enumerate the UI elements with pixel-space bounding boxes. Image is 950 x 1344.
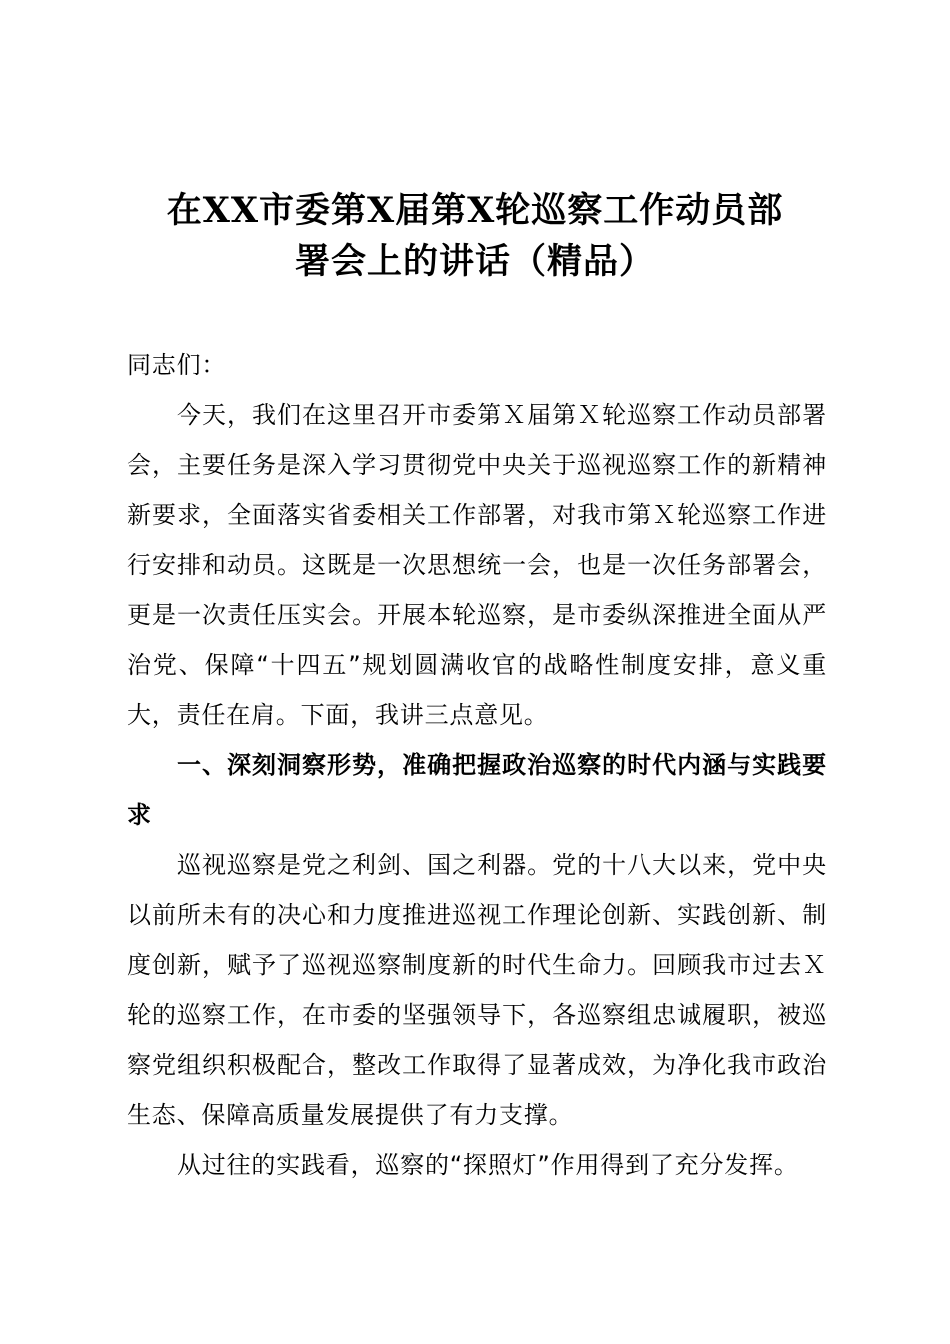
salutation: 同志们： xyxy=(127,351,227,379)
document-title xyxy=(120,185,830,287)
title-line-1: 在XX市委第X届第X轮巡察工作动员部 xyxy=(166,190,784,231)
title-line-2: 署会上的讲话（精品） xyxy=(294,241,655,282)
document-body xyxy=(127,340,827,1190)
paragraph-intro: 今天，我们在这里召开市委第Ｘ届第Ｘ轮巡察工作动员部署会，主要任务是深入学习贯彻党中央关于巡视巡察工作的新精神新要求，全面落实省委相关工作部署，对我市第Ｘ轮巡察工作进行安排和动员。这既是一次思想统一会，也是一次任务部署会，更是一次责任压实会。开展本轮巡察，是市委纵深推进全面从严治党、保障“十四五”规划圆满收官的战略性制度安排，意义重大，责任在肩。下面，我讲三点意见。 xyxy=(127,401,827,729)
paragraph-section-1: 巡视巡察是党之利剑、国之利器。党的十八大以来，党中央以前所未有的决心和力度推进巡视工作理论创新、实践创新、制度创新，赋予了巡视巡察制度新的时代生命力。回顾我市过去Ｘ轮的巡察工作，在市委的坚强领导下，各巡察组忠诚履职，被巡察党组织积极配合，整改工作取得了显著成效，为净化我市政治生态、保障高质量发展提供了有力支撑。 xyxy=(127,851,827,1129)
paragraph-practice: 从过往的实践看，巡察的“探照灯”作用得到了充分发挥。 xyxy=(177,1151,799,1179)
section-heading-1: 一、深刻洞察形势，准确把握政治巡察的时代内涵与实践要求 xyxy=(127,751,827,829)
